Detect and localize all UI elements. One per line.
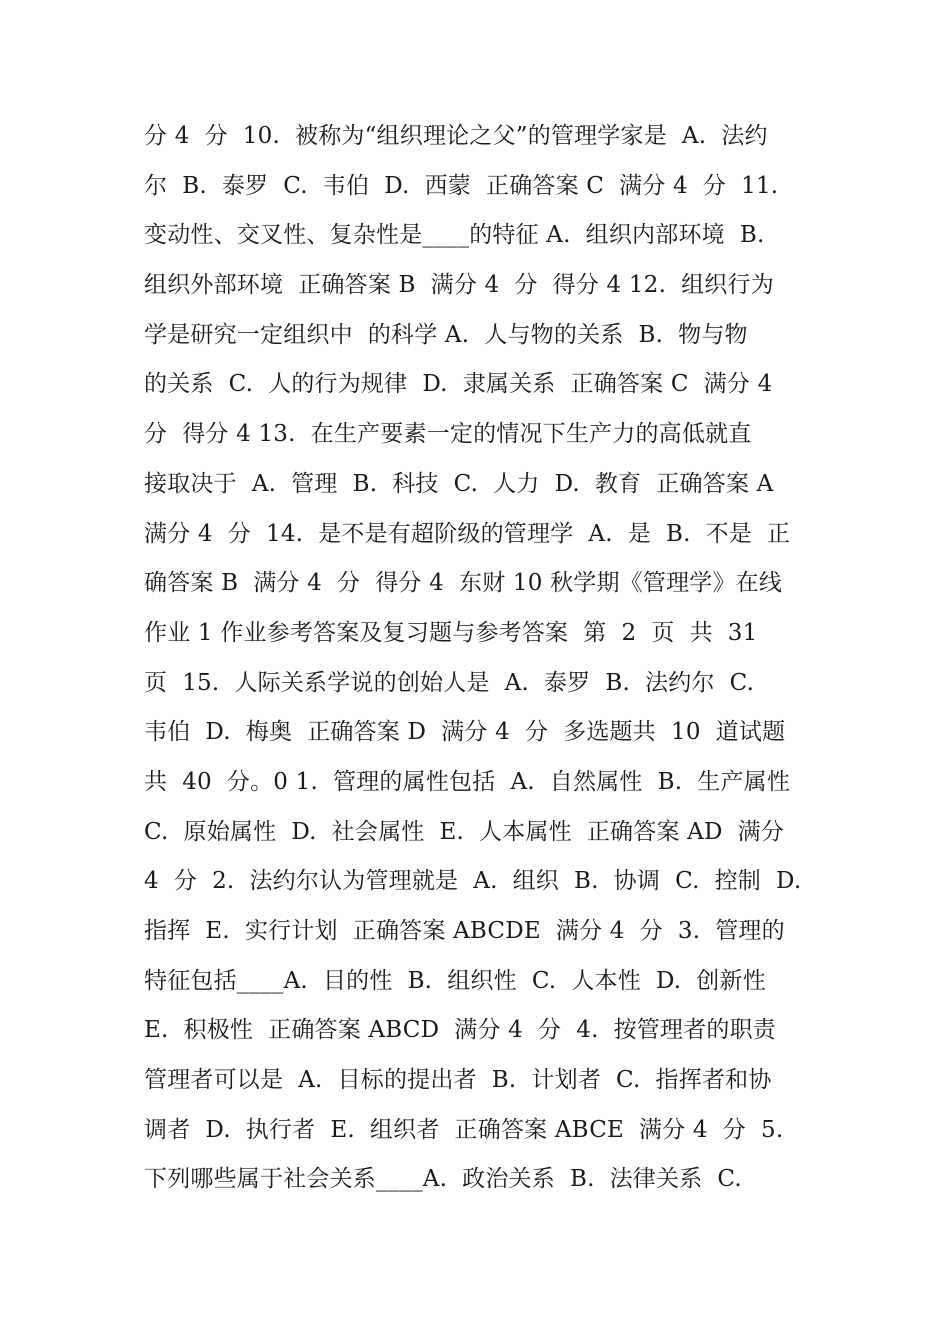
text-line: 的关系 C. 人的行为规律 D. 隶属关系 正确答案 C 满分 4: [144, 371, 773, 398]
text-line: 特征包括____A. 目的性 B. 组织性 C. 人本性 D. 创新性: [144, 967, 766, 994]
text-line: 学是研究一定组织中 的科学 A. 人与物的关系 B. 物与物: [144, 321, 748, 348]
document-body: [144, 112, 824, 1205]
text-line: E. 积极性 正确答案 ABCD 满分 4 分 4. 按管理者的职责: [144, 1017, 777, 1044]
text-line: 页 15. 人际关系学说的创始人是 A. 泰罗 B. 法约尔 C.: [144, 669, 755, 696]
text-line: 组织外部环境 正确答案 B 满分 4 分 得分 4 12. 组织行为: [144, 272, 774, 299]
text-line: 分 4 分 10. 被称为“组织理论之父”的管理学家是 A. 法约: [144, 123, 768, 149]
text-line: 管理者可以是 A. 目标的提出者 B. 计划者 C. 指挥者和协: [144, 1067, 772, 1094]
text-line: 分 得分 4 13. 在生产要素一定的情况下生产力的高低就直: [144, 421, 752, 448]
text-line: 作业 1 作业参考答案及复习题与参考答案 第 2 页 共 31: [144, 619, 758, 646]
text-line: 4 分 2. 法约尔认为管理就是 A. 组织 B. 协调 C. 控制 D.: [144, 868, 802, 895]
text-line: 调者 D. 执行者 E. 组织者 正确答案 ABCE 满分 4 分 5.: [144, 1116, 784, 1143]
text-line: 下列哪些属于社会关系____A. 政治关系 B. 法律关系 C.: [144, 1166, 742, 1193]
text-line: 尔 B. 泰罗 C. 韦伯 D. 西蒙 正确答案 C 满分 4 分 11.: [144, 172, 779, 199]
text-line: 变动性、交叉性、复杂性是____的特征 A. 组织内部环境 B.: [144, 222, 765, 249]
text-line: 满分 4 分 14. 是不是有超阶级的管理学 A. 是 B. 不是 正: [144, 520, 791, 547]
text-line: 共 40 分。0 1. 管理的属性包括 A. 自然属性 B. 生产属性: [144, 768, 791, 795]
text-line: 韦伯 D. 梅奥 正确答案 D 满分 4 分 多选题共 10 道试题: [144, 719, 786, 746]
text-line: 指挥 E. 实行计划 正确答案 ABCDE 满分 4 分 3. 管理的: [144, 918, 785, 944]
text-line: 确答案 B 满分 4 分 得分 4 东财 10 秋学期《管理学》在线: [144, 570, 783, 597]
text-line: 接取决于 A. 管理 B. 科技 C. 人力 D. 教育 正确答案 A: [144, 470, 774, 497]
text-line: C. 原始属性 D. 社会属性 E. 人本属性 正确答案 AD 满分: [144, 818, 785, 845]
